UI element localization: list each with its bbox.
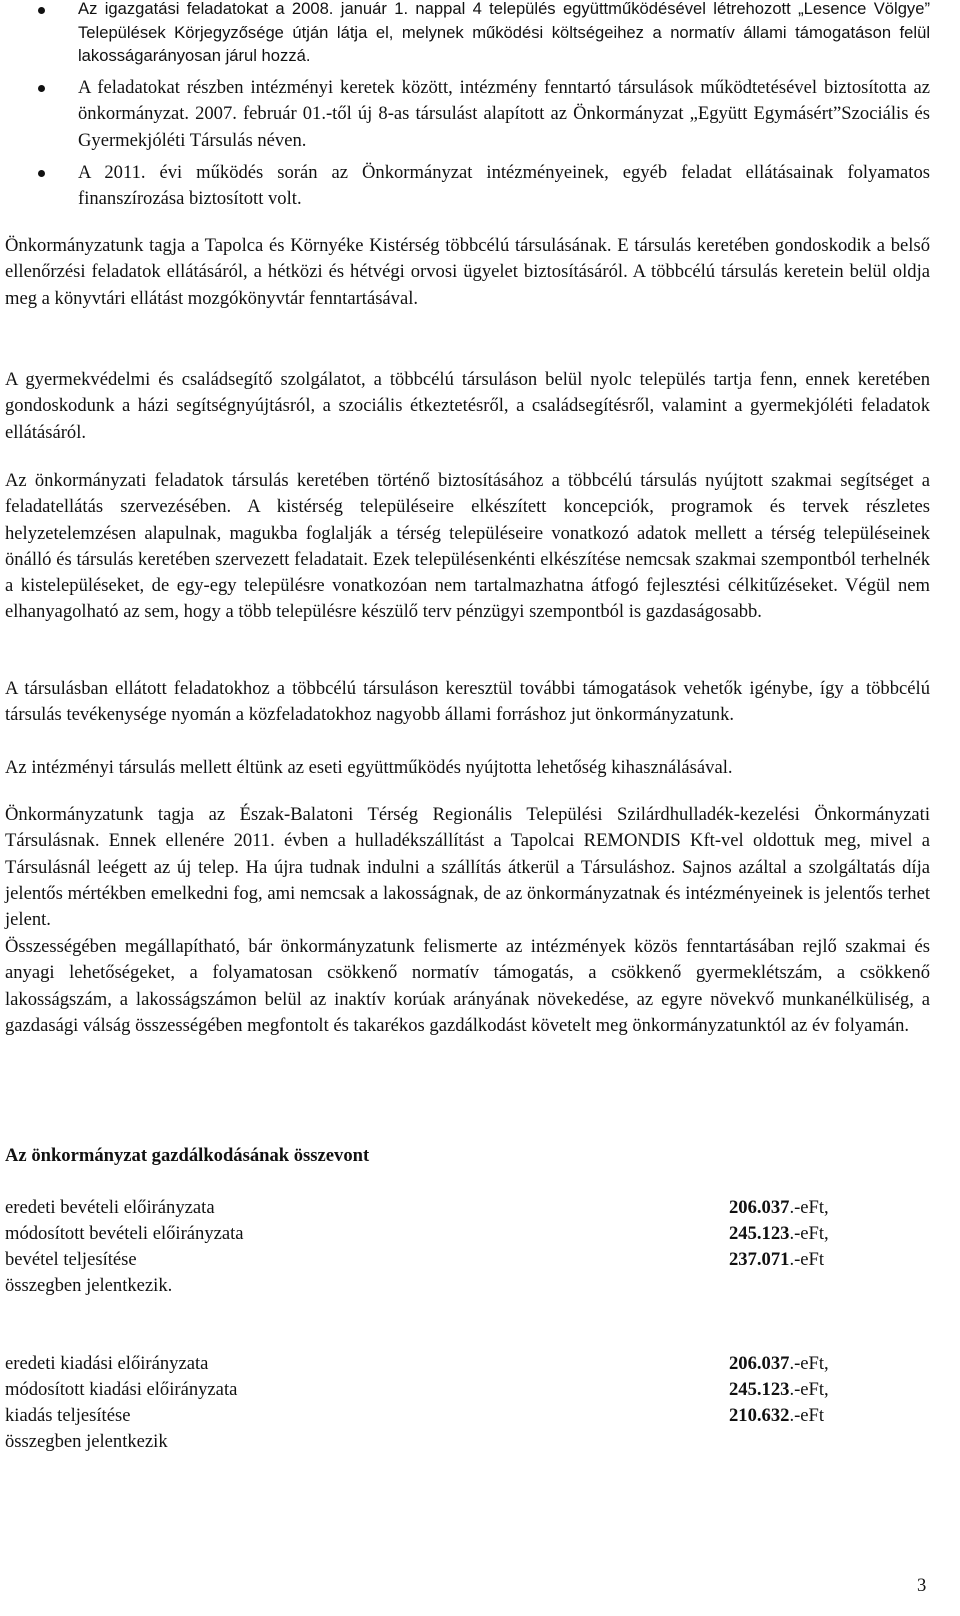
paragraph-osszegzes: Összességében megállapítható, bár önkormányzatunk felismerte az intézmények közös fenntartásában rejlő szakmai és anyagi lehetőségeket, a folyamatosan csökkenő normatív támogatás, a csökkenő gyermeklétszám, a csökkenő lakosságszám, a lakosságszámon belül az inaktív korúak arányának növekedése, az egyre növekvő munkanélküliség, a gazdasági válság összességében megfontolt és takarékos gazdálkodást követelt meg önkormányzatunktól az év folyamán. xyxy=(5,936,930,1036)
revenue-value: 245.123.-eFt, xyxy=(729,1223,829,1244)
paragraph-tamogatasok: A társulásban ellátott feladatokhoz a többcélú társuláson keresztül további támogatások vehetők igénybe, így a többcélú társulás tevékenysége nyomán a közfeladatokhoz nagyobb állami forráshoz jut önkormányzatunk. xyxy=(5,678,930,726)
revenue-closing: összegben jelentkezik. xyxy=(5,1275,173,1296)
expenditure-value: 245.123.-eFt, xyxy=(729,1379,829,1400)
bullet-dot-icon xyxy=(38,170,45,177)
revenue-label: bevétel teljesítése xyxy=(5,1249,137,1270)
page-number: 3 xyxy=(917,1575,927,1596)
revenue-value: 206.037.-eFt, xyxy=(729,1197,829,1218)
bullet-dot-icon xyxy=(38,7,45,14)
expenditure-label: módosított kiadási előirányzata xyxy=(5,1379,238,1400)
expenditure-label: eredeti kiadási előirányzata xyxy=(5,1353,209,1374)
paragraph-gyermekvedelem: A gyermekvédelmi és családsegítő szolgálatot, a többcélú társuláson belül nyolc település tartja fenn, ennek keretében gondoskodunk a házi segítségnyújtásról, a szociális étkeztetésről, a családsegítésről, valamint a gyermekjóléti feladatok ellátásáról. xyxy=(5,369,930,443)
bullet-item: A 2011. évi működés során az Önkormányzat intézményeinek, egyéb feladat ellátásainak folyamatos finanszírozása biztosított volt. xyxy=(38,160,930,213)
summary-heading: Az önkormányzat gazdálkodásának összevont xyxy=(5,1145,370,1166)
expenditure-closing: összegben jelentkezik xyxy=(5,1431,168,1452)
bullet-item: A feladatokat részben intézményi keretek között, intézmény fenntartó társulások működtetésével biztosította az önkormányzat. 2007. február 01.-től új 8-as társulást alapított az Önkormányzat „Együtt Egymásért”Szociális és Gyermekjóléti Társulás néven. xyxy=(38,75,930,154)
revenue-value: 237.071.-eFt xyxy=(729,1249,825,1270)
paragraph-kisterseg: Önkormányzatunk tagja a Tapolca és Környéke Kistérség többcélú társulásának. E társulás keretében gondoskodik a belső ellenőrzési feladatok ellátásáról, a hétközi és hétvégi orvosi ügyelet biztosításáról. A többcélú társulás keretein belül oldja meg a könyvtári ellátást mozgókönyvtár fenntartásával. xyxy=(5,235,930,309)
paragraph-hulladek: Önkormányzatunk tagja az Észak-Balatoni Térség Regionális Települési Szilárdhulladék-kezelési Önkormányzati Társulásnak. Ennek ellenére 2011. évben a hulladékszállítást a Tapolcai REMONDIS Kft-vel oldottuk meg, mivel a Társulásnál leégett az új telep. Ha újra tudnak indulni a szállítás átkerül a Társuláshoz. Sajnos azáltal a szolgáltatás díja jelentős mértékben emelkedni fog, ami nemcsak a lakosságnak, de az önkormányzatnak és intézményeinek is jelentős terhet jelent. xyxy=(5,804,930,931)
revenue-label: módosított bevételi előirányzata xyxy=(5,1223,244,1244)
bullet-dot-icon xyxy=(38,85,45,92)
expenditure-label: kiadás teljesítése xyxy=(5,1405,131,1426)
paragraph-eseti-egyuttmukodes: Az intézményi társulás mellett éltünk az eseti együttműködés nyújtotta lehetőség kihasználásával. xyxy=(5,757,733,778)
revenue-label: eredeti bevételi előirányzata xyxy=(5,1197,215,1218)
bullet-item: Az igazgatási feladatokat a 2008. január 1. nappal 4 település együttműködésével létrehozott „Lesence Völgye” Települések Körjegyzősége útján látja el, melynek működési költségeihez a normatív állami támogatáson felül lakosságarányosan járul hozzá. xyxy=(38,0,930,68)
expenditure-value: 206.037.-eFt, xyxy=(729,1353,829,1374)
paragraph-tarsulasi-feladatok: Az önkormányzati feladatok társulás keretében történő biztosításához a többcélú társulás nyújtott szakmai segítséget a feladatellátás szervezésében. A kistérség településeire elkészített koncepciók, programok és tervek részletes helyzetelemzésen alapulnak, magukba foglalják a térség településeire vonatkozó adatok mellett a térség településeinek önálló és társulás keretében szervezett feladatait. Ezek településenkénti elkészítése nemcsak szakmai szempontból terhelnék a kistelepüléseket, de egy-egy településre vonatkozóan nem tartalmazhatna átfogó fejlesztési célkitűzéseket. Végül nem elhanyagolható az sem, hogy a több településre készülő terv pénzügyi szempontból is gazdaságosabb. xyxy=(5,470,930,623)
expenditure-value: 210.632.-eFt xyxy=(729,1405,825,1426)
